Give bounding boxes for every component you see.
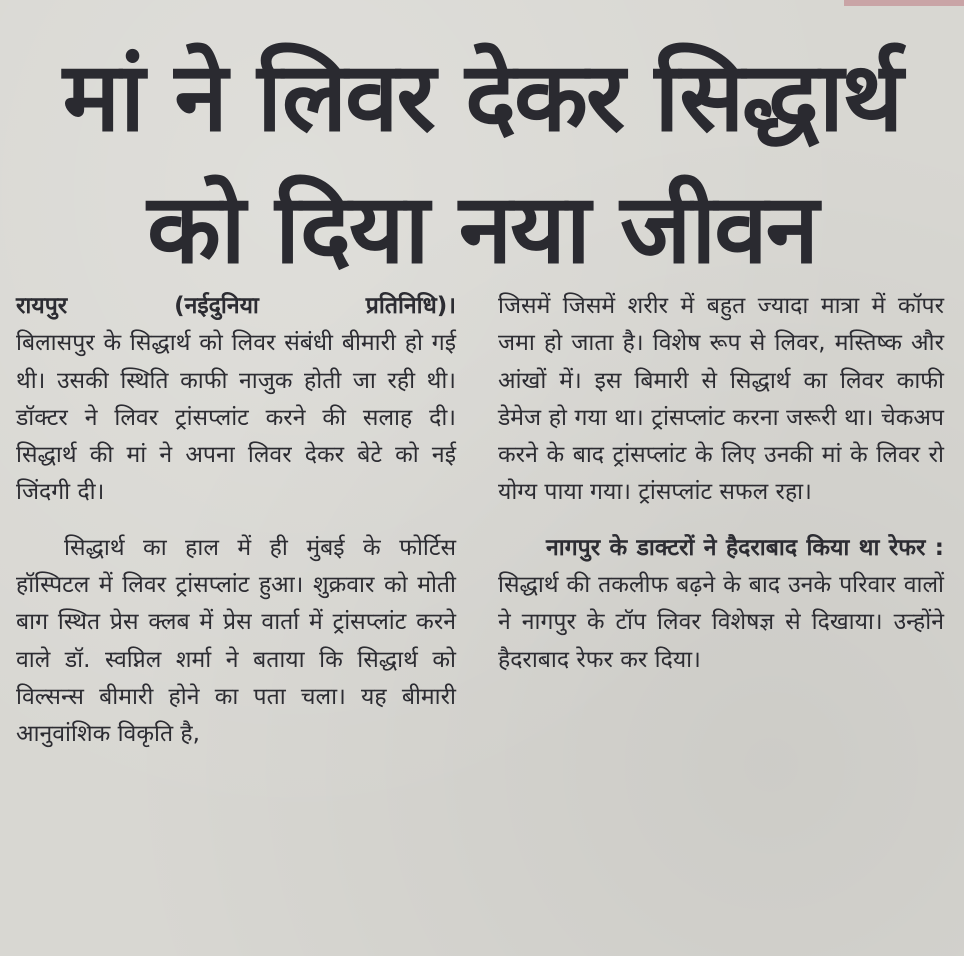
dateline: रायपुर (नईदुनिया प्रतिनिधि)।: [16, 293, 456, 319]
page-edge-mark: [844, 0, 964, 6]
paragraph-disease: जिसमें जिसमें शरीर में बहुत ज्यादा मात्रा में कॉपर जमा हो जाता है। विशेष रूप से लिवर, मस्तिष्क और आंखों में। इस बिमारी से सिद्धार्थ का लिवर काफी डेमेज हो गया था। ट्रांसप्लांट करना जरूरी था। चेकअप करने के बाद ट्रांसप्लांट के लिए उनकी मां के लिवर रो योग्य पाया गया। ट्रांसप्लांट सफल रहा।: [498, 293, 944, 506]
article-column-right: [498, 288, 944, 679]
headline-line-1: मां ने लिवर देकर सिद्धार्थ: [62, 41, 902, 153]
headline-line-2: को दिया नया जीवन: [147, 173, 817, 285]
article-column-left: [16, 288, 456, 754]
paragraph-transplant: सिद्धार्थ का हाल में ही मुंबई के फोर्टिस हॉस्पिटल में लिवर ट्रांसप्लांट हुआ। शुक्रवार को मोती बाग स्थित प्रेस क्लब में प्रेस वार्ता में ट्रांसप्लांट करने वाले डॉ. स्वप्निल शर्मा ने बताया कि सिद्धार्थ को विल्सन्स बीमारी होने का पता चला। यह बीमारी आनुवांशिक विकृति है,: [16, 534, 456, 748]
paragraph-referral-text: सिद्धार्थ की तकलीफ बढ़ने के बाद उनके परिवार वालों ने नागपुर के टॉप लिवर विशेषज्ञ से दिखाया। उन्होंने हैदराबाद रेफर कर दिया।: [498, 572, 944, 673]
paragraph-referral: [498, 530, 944, 679]
paragraph-gap: [16, 512, 456, 530]
paragraph-intro: बिलासपुर के सिद्धार्थ को लिवर संबंधी बीमारी हो गई थी। उसकी स्थिति काफी नाजुक होती जा रही थी। डॉक्टर ने लिवर ट्रांसप्लांट करने की सलाह दी। सिद्धार्थ की मां ने अपना लिवर देकर बेटे को नई जिंदगी दी।: [16, 330, 456, 506]
paragraph-gap: [498, 512, 944, 530]
subheading: नागपुर के डाक्टरों ने हैदराबाद किया था रेफर :: [546, 534, 944, 561]
